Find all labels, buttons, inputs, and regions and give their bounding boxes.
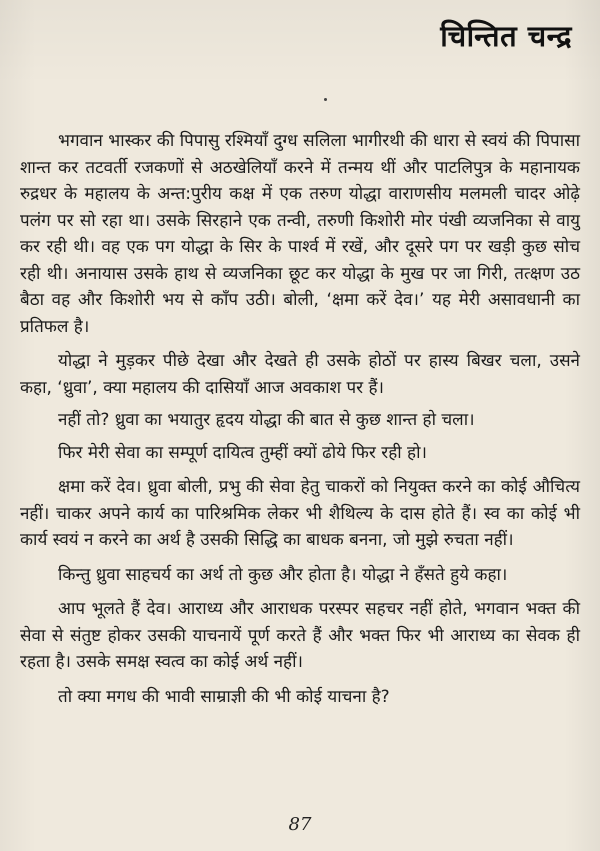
paragraph: तो क्या मगध की भावी साम्राज्ञी की भी कोई याचना है? <box>58 686 390 707</box>
page-number: 87 <box>288 814 312 835</box>
chapter-title: चिन्तित चन्द्र <box>440 19 572 53</box>
paragraph: क्षमा करें देव। ध्रुवा बोली, प्रभु की सेवा हेतु चाकरों को नियुक्त करने का कोई औचित्य नहीं। चाकर अपने कार्य का पारिश्रमिक लेकर भी शैथिल्य के दास होते हैं। स्व का कोई भी कार्य स्वयं न करने का अर्थ है उसकी सिद्धि का बाधक बनना, जो मुझे रुचता नहीं। <box>20 477 580 550</box>
paragraph: नहीं तो? ध्रुवा का भयातुर हृदय योद्धा की बात से कुछ शान्त हो चला। <box>58 410 475 430</box>
paragraph: योद्धा ने मुड़कर पीछे देखा और देखते ही उसके होठों पर हास्य बिखर चला, उसने कहा, ‘ध्रुवा’, क्या महालय की दासियाँ आज अवकाश पर हैं। <box>20 351 580 398</box>
page-body <box>20 128 580 710</box>
paragraph: फिर मेरी सेवा का सम्पूर्ण दायित्व तुम्हीं क्यों ढोये फिर रही हो। <box>58 442 427 463</box>
paragraph: आप भूलते हैं देव। आराध्य और आराधक परस्पर सहचर नहीं होते, भगवान भक्त की सेवा से संतुष्ट होकर उसकी याचनायें पूर्ण करते हैं और भक्त फिर भी आराध्य का सेवक ही रहता है। उसके समक्ष स्वत्व का कोई अर्थ नहीं। <box>20 599 580 672</box>
paragraph: भगवान भास्कर की पिपासु रश्मियाँ दुग्ध सलिला भागीरथी की धारा से स्वयं की पिपासा शान्त कर तटवर्ती रजकणों से अठखेलियाँ करने में तन्मय थीं और पाटलिपुत्र के महानायक रुद्रधर के महालय के अन्त:पुरीय कक्ष में एक तरुण योद्धा वाराणसीय मलमली चादर ओढ़े पलंग पर सो रहा था। उसके सिरहाने एक तन्वी, तरुणी किशोरी मोर पंखी व्यजनिका से वायु कर रही थी। वह एक पग योद्धा के सिर के पार्श्व में रखें, और दूसरे पग पर खड़ी कुछ सोच रही थी। अनायास उसके हाथ से व्यजनिका छूट कर योद्धा के मुख पर जा गिरी, तत्क्षण उठ बैठा वह और किशोरी भय से काँप उठी। बोली, ‘क्षमा करें देव।’ यह मेरी असावधानी का प्रतिफल है। <box>20 131 580 337</box>
ornament-dot <box>324 98 327 101</box>
paragraph: किन्तु ध्रुवा साहचर्य का अर्थ तो कुछ और होता है। योद्धा ने हँसते हुये कहा। <box>58 564 508 585</box>
